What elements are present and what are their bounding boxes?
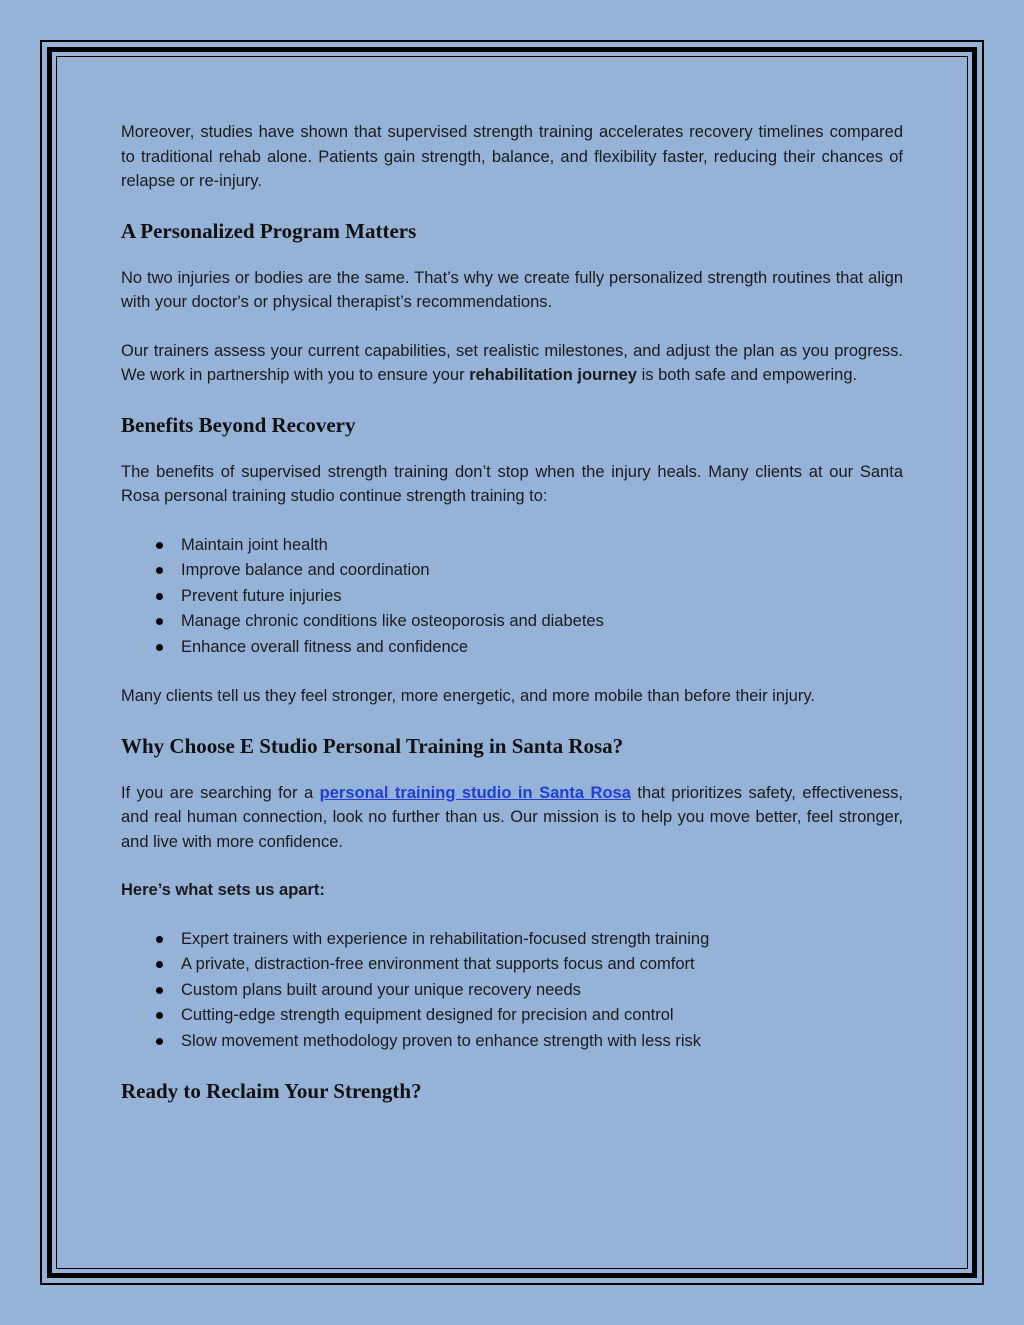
benefits-list (121, 533, 903, 661)
heading-why-choose-e-studio: Why Choose E Studio Personal Training in Santa Rosa? (121, 733, 624, 758)
heading-benefits-beyond-recovery: Benefits Beyond Recovery (121, 412, 356, 437)
paragraph-recovery-timelines: Moreover, studies have shown that supervised strength training accelerates recovery timelines compared to traditional rehab alone. Patients gain strength, balance, and flexibility faster, reducing their chances of relapse or re-injury. (121, 123, 903, 190)
personal-training-studio-link[interactable]: personal training studio in Santa Rosa (319, 783, 631, 802)
list-item: Custom plans built around your unique recovery needs (121, 978, 903, 1004)
paragraph-benefits-intro: The benefits of supervised strength training don’t stop when the injury heals. Many clients at our Santa Rosa personal training studio continue strength training to: (121, 462, 903, 505)
list-item: A private, distraction-free environment that supports focus and comfort (121, 952, 903, 978)
sets-apart-list (121, 927, 903, 1055)
paragraph-no-two-injuries: No two injuries or bodies are the same. That’s why we create fully personalized strength routines that align with your doctor's or physical therapist’s recommendations. (121, 268, 903, 311)
paragraph-trainers-assess-end: is both safe and empowering. (636, 366, 858, 384)
list-item: Maintain joint health (121, 533, 903, 559)
label-sets-us-apart: Here’s what sets us apart: (121, 881, 325, 899)
list-item: Slow movement methodology proven to enhance strength with less risk (121, 1029, 903, 1055)
paragraph-searching-studio (121, 781, 903, 855)
heading-ready-to-reclaim: Ready to Reclaim Your Strength? (121, 1079, 422, 1103)
paragraph-trainers-assess-text: Our trainers assess your current capabilities, set realistic milestones, and adjust the plan as you progress. We work in partnership with you to ensure your (121, 341, 903, 384)
paragraph-clients-feel-stronger: Many clients tell us they feel stronger, more energetic, and more mobile than before their injury. (121, 687, 815, 705)
paragraph-trainers-assess (121, 339, 903, 388)
list-item: Manage chronic conditions like osteoporosis and diabetes (121, 609, 903, 635)
list-item: Expert trainers with experience in rehabilitation-focused strength training (121, 927, 903, 953)
heading-personalized-program: A Personalized Program Matters (121, 218, 417, 243)
document-body (121, 120, 903, 1126)
list-item: Prevent future injuries (121, 584, 903, 610)
list-item: Enhance overall fitness and confidence (121, 635, 903, 661)
list-item: Improve balance and coordination (121, 558, 903, 584)
paragraph-searching-text: If you are searching for a (121, 783, 320, 802)
bold-rehabilitation-journey: rehabilitation journey (469, 366, 637, 384)
paragraph-searching-end: that prioritizes safety, effectiveness, and real human connection, look no further than us. Our mission is to help you move better, feel stronger, and live with more confidence. (121, 783, 903, 851)
list-item: Cutting-edge strength equipment designed for precision and control (121, 1003, 903, 1029)
